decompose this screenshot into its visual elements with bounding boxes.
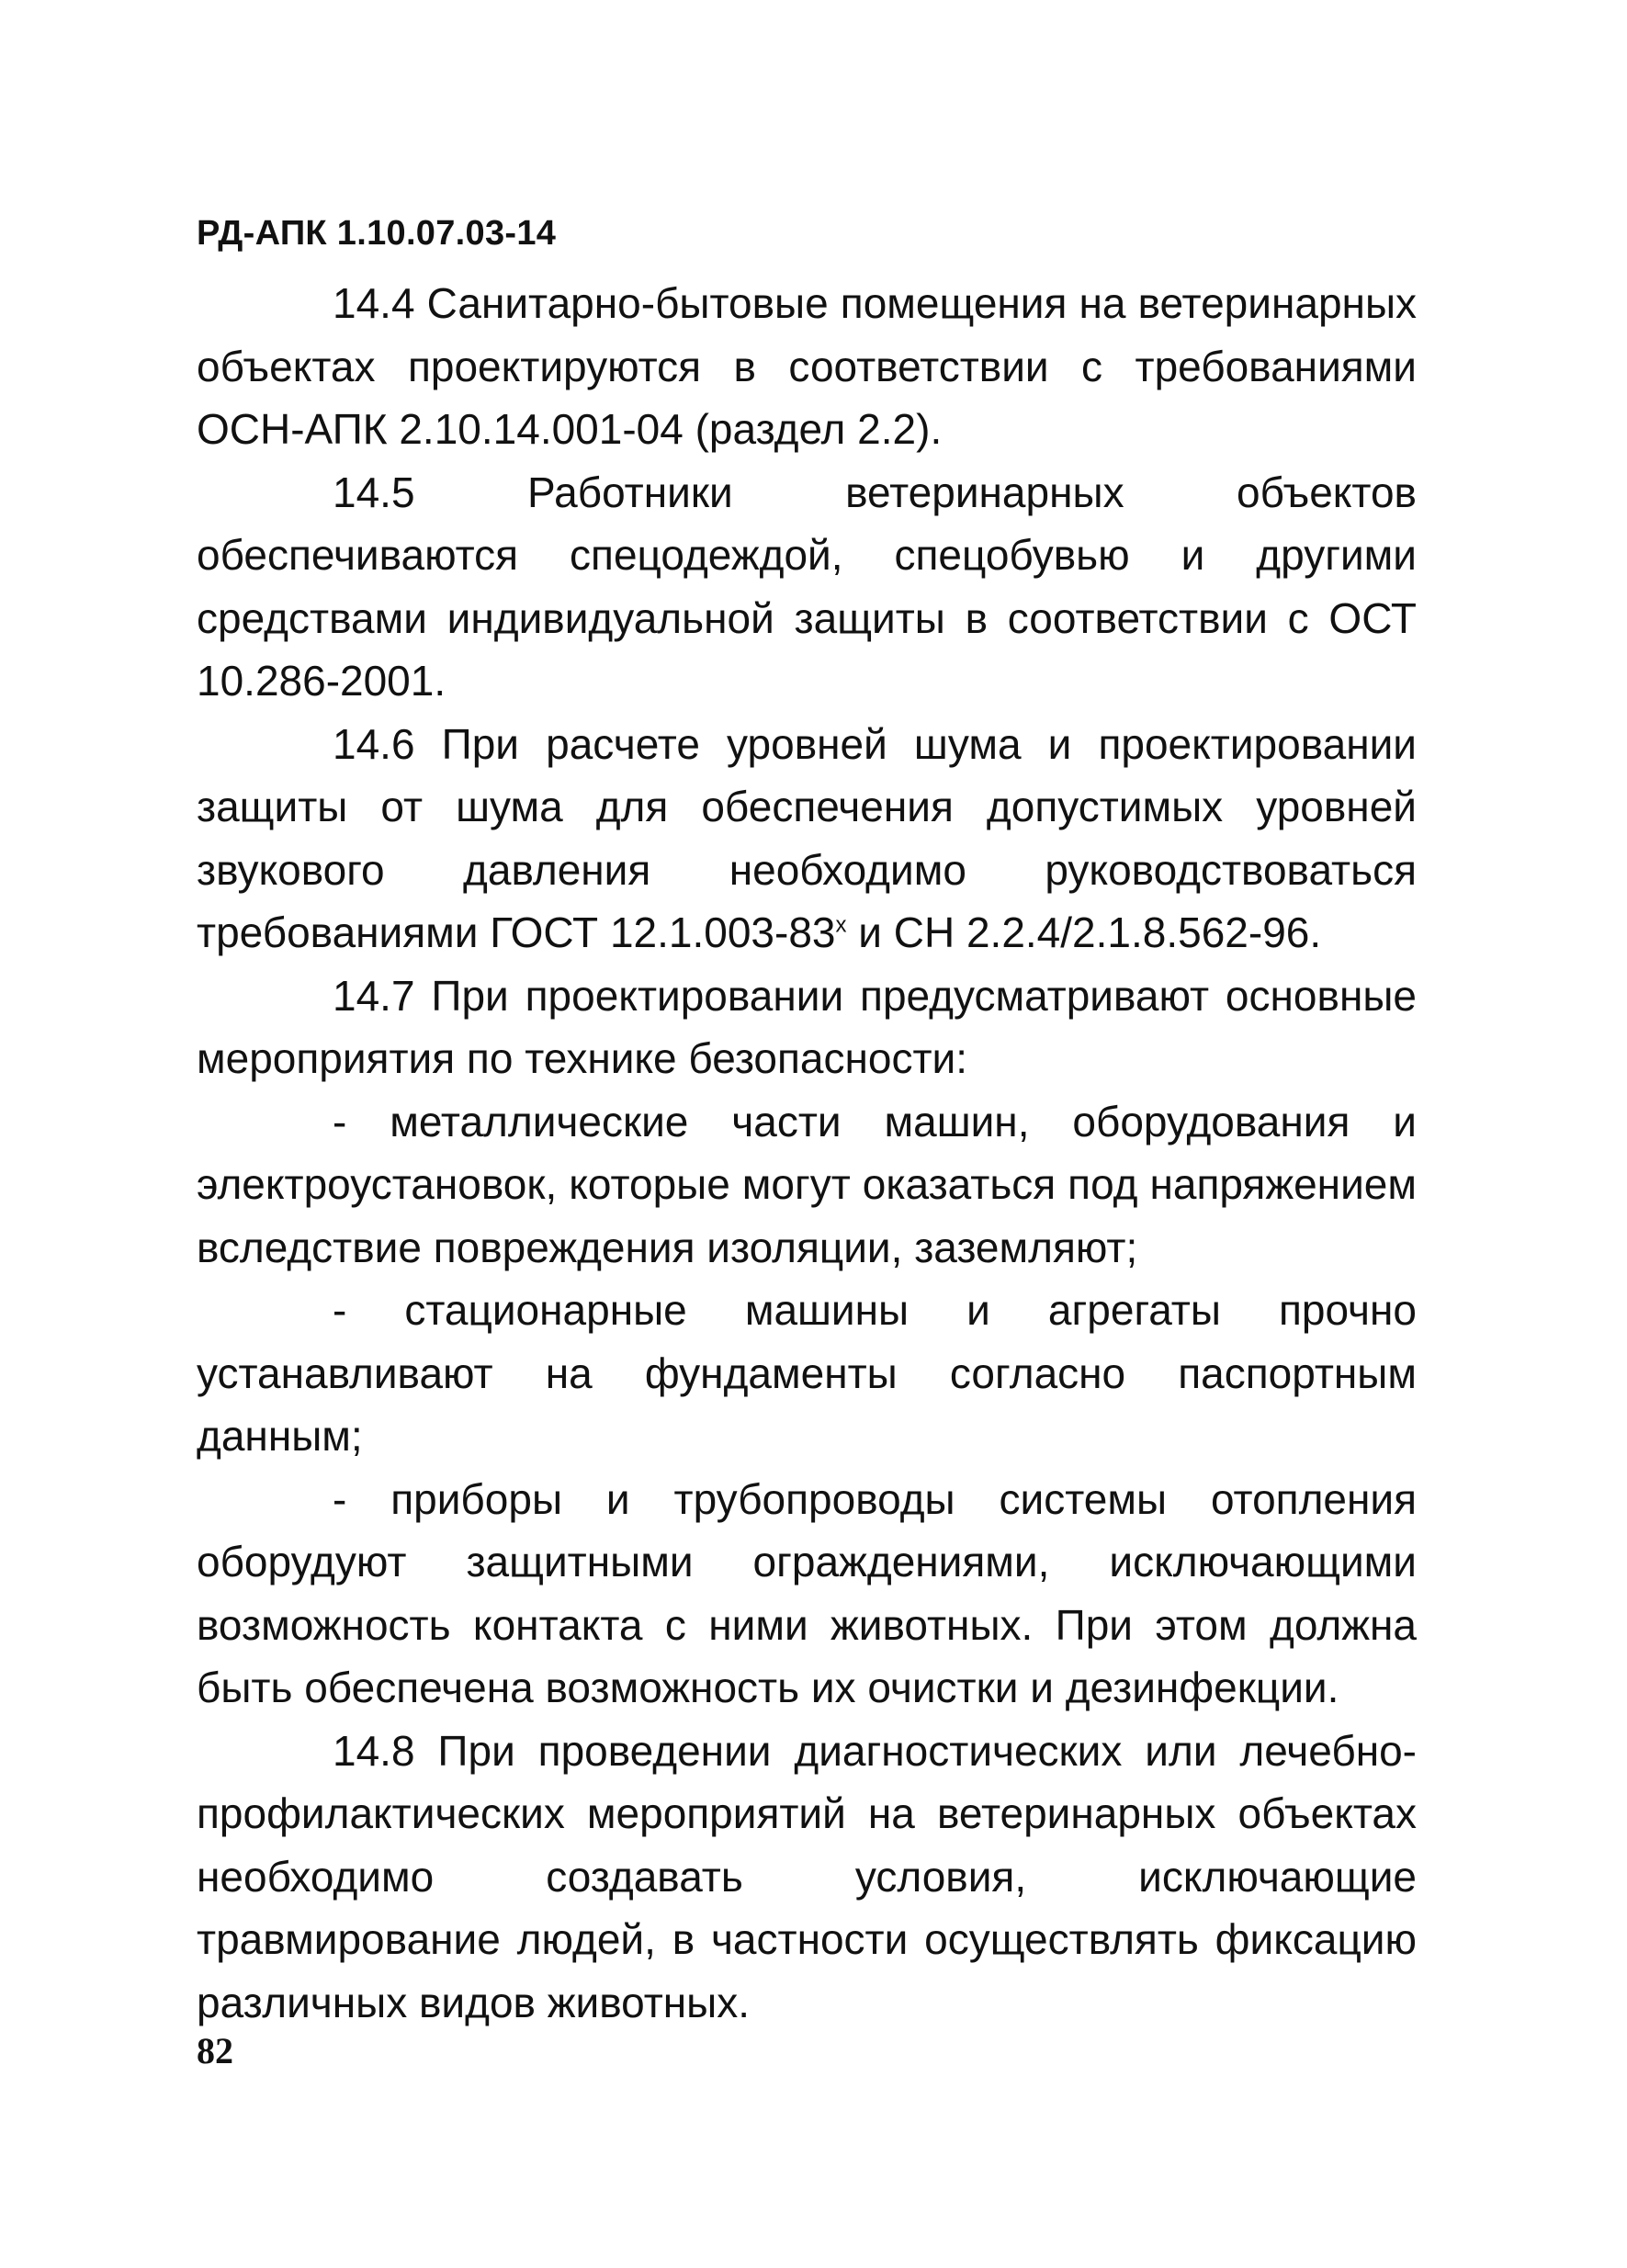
paragraph-14-5: 14.5 Работники ветеринарных объектов обеспечиваются спецодеждой, спецобувью и другими средствами индивидуальной защиты в соответствии с ОСТ 10.286-2001.	[197, 468, 1417, 705]
paragraph-14-4: 14.4 Санитарно-бытовые помещения на ветеринарных объектах проектируются в соответствии с требованиями ОСН-АПК 2.10.14.001-04 (раздел 2.2).	[197, 279, 1417, 453]
paragraph-14-6	[197, 713, 1417, 965]
superscript-mark: х	[835, 912, 847, 938]
page-number: 82	[197, 2030, 233, 2071]
document-header: РД-АПК 1.10.07.03-14	[197, 214, 557, 253]
paragraph-14-7: 14.7 При проектировании предусматривают основные мероприятия по технике безопасности:	[197, 971, 1417, 1082]
paragraph-14-8: 14.8 При проведении диагностических или лечебно-профилактических мероприятий на ветеринарных объектах необходимо создавать условия, исключающие травмирование людей, в частности осуществлять фиксацию различных видов животных.	[197, 1726, 1417, 2026]
list-item-1: - металлические части машин, оборудования и электроустановок, которые могут оказаться под напряжением вследствие повреждения изоляции, заземляют;	[197, 1097, 1417, 1271]
list-item-2: - стационарные машины и агрегаты прочно устанавливают на фундаменты согласно паспортным данным;	[197, 1286, 1417, 1460]
paragraph-14-6-text: 14.6 При расчете уровней шума и проектировании защиты от шума для обеспечения допустимых уровней звукового давления необходимо руководствоваться требованиями ГОСТ 12.1.003-83	[197, 719, 1417, 956]
list-item-3: - приборы и трубопроводы системы отопления оборудуют защитными ограждениями, исключающими возможность контакта с ними животных. При этом должна быть обеспечена возможность их очистки и дезинфекции.	[197, 1474, 1417, 1711]
paragraph-14-6-tail: и СН 2.2.4/2.1.8.562-96.	[846, 908, 1322, 956]
document-body	[197, 272, 1417, 2034]
